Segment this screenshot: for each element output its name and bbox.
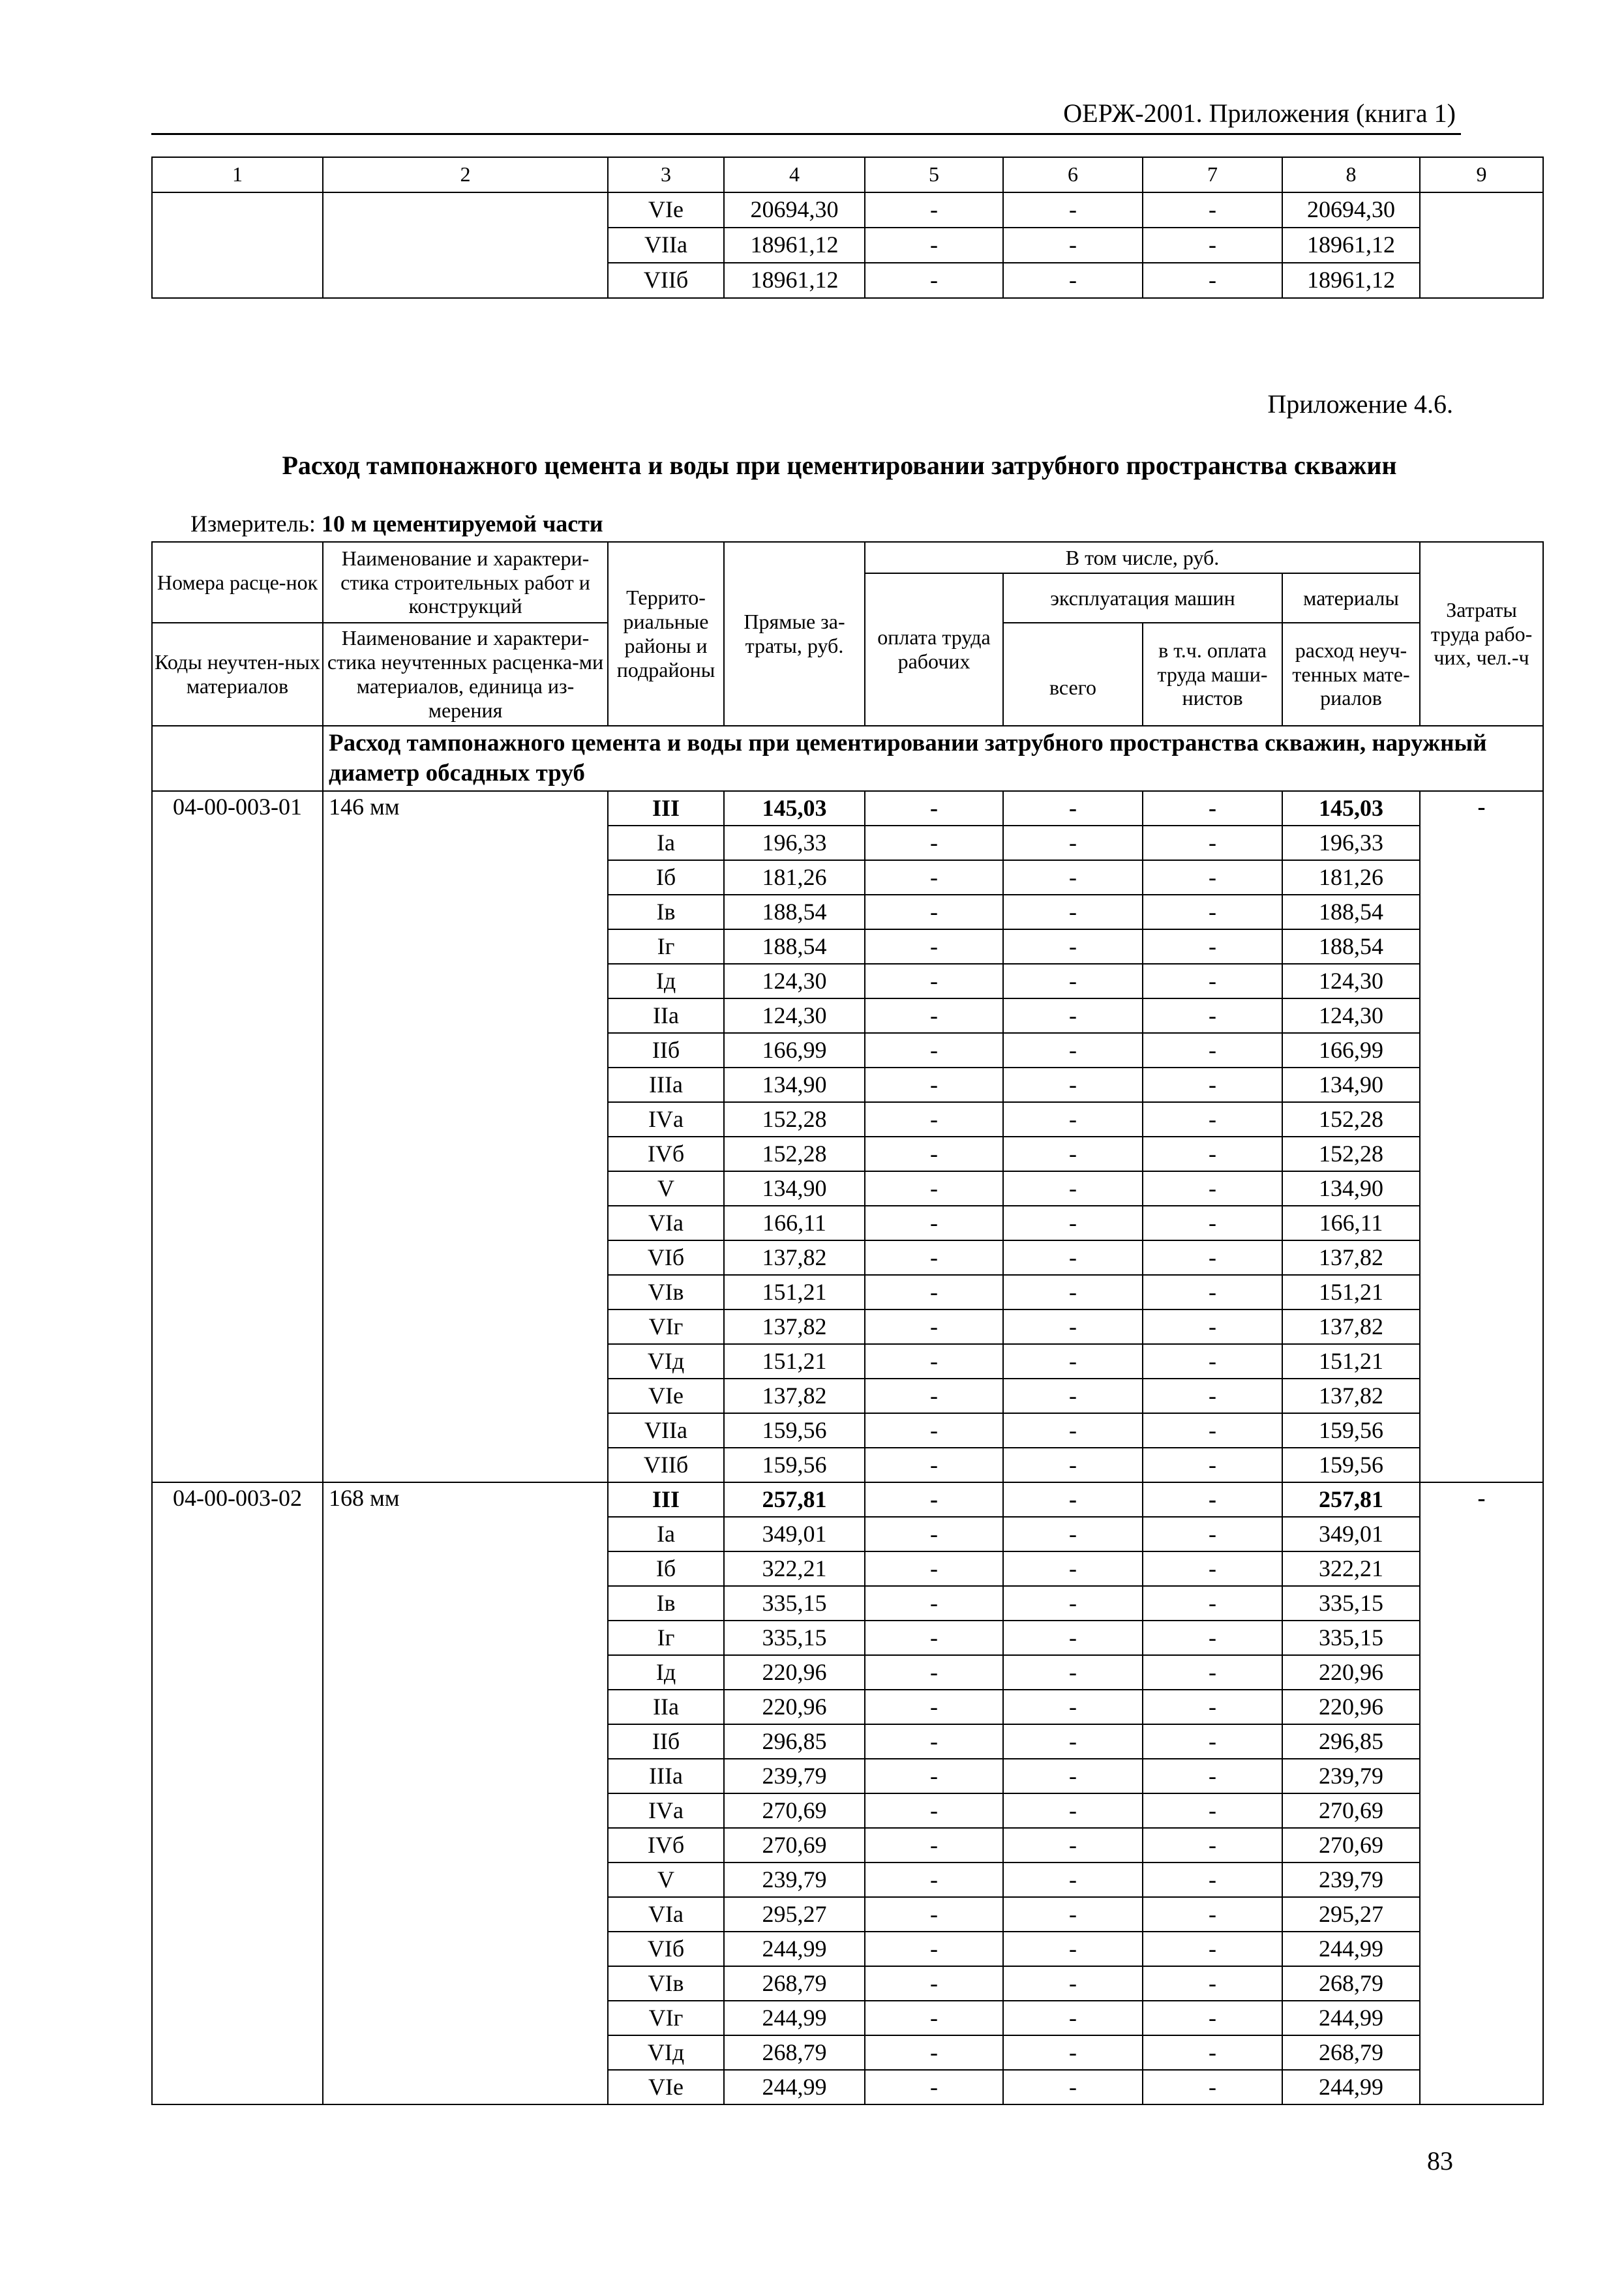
column-number: 6 <box>1003 157 1143 192</box>
table-cell: VIе <box>608 192 724 228</box>
table-cell: 220,96 <box>1282 1655 1420 1690</box>
table-cell: VIд <box>608 1344 724 1379</box>
table-cell: VIг <box>608 1309 724 1344</box>
table-cell: 151,21 <box>1282 1344 1420 1379</box>
table-cell: - <box>1143 1551 1282 1586</box>
table-cell: VIб <box>608 1240 724 1275</box>
table-cell: - <box>1003 826 1143 860</box>
table-row <box>152 1482 1543 1517</box>
table-cell: - <box>865 1068 1003 1102</box>
running-header <box>151 98 1461 135</box>
table-cell: - <box>1003 1240 1143 1275</box>
header-codes: Коды неучтен-ных материалов <box>152 623 323 726</box>
table-cell: - <box>1003 1379 1143 1413</box>
table-cell: 268,79 <box>724 1966 865 2001</box>
table-cell: III <box>608 791 724 826</box>
table-cell: 295,27 <box>724 1897 865 1932</box>
table-cell: - <box>865 964 1003 998</box>
table-cell: - <box>865 1621 1003 1655</box>
table-cell: - <box>865 895 1003 929</box>
header-nomera: Номера расце-нок <box>152 542 323 623</box>
table-cell: IIб <box>608 1033 724 1068</box>
table-cell: - <box>1003 1828 1143 1863</box>
table-title: Расход тампонажного цемента и воды при цементировании затрубного пространства скважин <box>282 451 1397 480</box>
table-cell: - <box>865 1551 1003 1586</box>
table-cell: 20694,30 <box>724 192 865 228</box>
table-cell: 134,90 <box>724 1068 865 1102</box>
table-cell: - <box>865 1655 1003 1690</box>
table-cell: 137,82 <box>724 1379 865 1413</box>
header-territory: Террито-риальные районы и подрайоны <box>608 542 724 726</box>
table-cell: Iб <box>608 1551 724 1586</box>
table-cell: - <box>1003 1309 1143 1344</box>
table-cell: - <box>1143 1621 1282 1655</box>
table-cell: - <box>1143 1033 1282 1068</box>
table-cell: - <box>1003 1966 1143 2001</box>
table-cell: 20694,30 <box>1282 192 1420 228</box>
rate-description: 168 мм <box>323 1482 608 2104</box>
table-cell: 152,28 <box>1282 1102 1420 1137</box>
table-cell: 257,81 <box>724 1482 865 1517</box>
table-cell: - <box>1003 1482 1143 1517</box>
table-cell: 137,82 <box>724 1240 865 1275</box>
table-cell: 152,28 <box>724 1137 865 1171</box>
table-cell: - <box>865 929 1003 964</box>
table-cell: 220,96 <box>724 1655 865 1690</box>
table-cell: - <box>1143 1206 1282 1240</box>
table-cell: IIа <box>608 998 724 1033</box>
table-cell: - <box>865 1137 1003 1171</box>
column-number: 4 <box>724 157 865 192</box>
rate-description: 146 мм <box>323 791 608 1482</box>
table-cell: Iг <box>608 929 724 964</box>
table-cell: 166,99 <box>724 1033 865 1068</box>
table-cell: IIIа <box>608 1068 724 1102</box>
table-cell: 239,79 <box>724 1863 865 1897</box>
table-cell: - <box>1003 1344 1143 1379</box>
table-cell: 166,99 <box>1282 1033 1420 1068</box>
table-cell: - <box>865 1828 1003 1863</box>
header-total: всего <box>1003 623 1143 726</box>
table-cell: - <box>1143 1413 1282 1448</box>
table-cell: 244,99 <box>1282 1932 1420 1966</box>
table-cell: - <box>1143 1863 1282 1897</box>
table-cell: VIа <box>608 1206 724 1240</box>
column-number: 9 <box>1420 157 1543 192</box>
table-cell: 244,99 <box>1282 2070 1420 2104</box>
rate-code: 04-00-003-01 <box>152 791 323 1482</box>
table-cell: - <box>1003 2070 1143 2104</box>
table-cell: 134,90 <box>1282 1068 1420 1102</box>
table-cell: - <box>1143 1932 1282 1966</box>
measure-label: Измеритель: <box>190 511 316 537</box>
table-cell: - <box>1003 1759 1143 1793</box>
table-cell: 159,56 <box>724 1413 865 1448</box>
table-cell: - <box>1143 2070 1282 2104</box>
table-cell: - <box>1143 2035 1282 2070</box>
table-cell: - <box>1143 1379 1282 1413</box>
table-cell: - <box>1143 228 1282 263</box>
table-cell: - <box>865 192 1003 228</box>
table-cell: - <box>865 228 1003 263</box>
table-cell: - <box>865 1413 1003 1448</box>
table-cell: VIе <box>608 2070 724 2104</box>
table-cell: Iв <box>608 1586 724 1621</box>
table-cell: - <box>1143 1828 1282 1863</box>
table-cell: - <box>865 1759 1003 1793</box>
table-cell: - <box>865 1448 1003 1482</box>
table-cell: - <box>1143 1759 1282 1793</box>
table-cell: IVа <box>608 1793 724 1828</box>
table-cell: - <box>1003 1171 1143 1206</box>
table-cell: 268,79 <box>724 2035 865 2070</box>
table-cell: 124,30 <box>724 964 865 998</box>
table-cell: 151,21 <box>724 1275 865 1309</box>
table-cell: - <box>1003 860 1143 895</box>
table-cell: 152,28 <box>1282 1137 1420 1171</box>
table-cell: IIIа <box>608 1759 724 1793</box>
table-cell: - <box>1143 1448 1282 1482</box>
table-cell: - <box>1143 1655 1282 1690</box>
table-cell: V <box>608 1171 724 1206</box>
table-cell: 159,56 <box>1282 1413 1420 1448</box>
table-cell: 151,21 <box>724 1344 865 1379</box>
header-machinists: в т.ч. оплата труда маши-нистов <box>1143 623 1282 726</box>
table-cell: - <box>1143 1068 1282 1102</box>
table-cell: 181,26 <box>1282 860 1420 895</box>
table-cell: 137,82 <box>724 1309 865 1344</box>
table-cell: - <box>1143 929 1282 964</box>
table-cell: 268,79 <box>1282 2035 1420 2070</box>
table-cell: VIе <box>608 1379 724 1413</box>
table-cell: 244,99 <box>724 2070 865 2104</box>
table-cell: - <box>865 1586 1003 1621</box>
table-cell: - <box>865 2035 1003 2070</box>
table-cell: 137,82 <box>1282 1379 1420 1413</box>
main-table <box>151 541 1544 2105</box>
table-cell: - <box>865 1275 1003 1309</box>
table-cell: 220,96 <box>724 1690 865 1724</box>
table-cell: - <box>865 1517 1003 1551</box>
table-cell: 166,11 <box>1282 1206 1420 1240</box>
table-cell: 196,33 <box>1282 826 1420 860</box>
table-cell: VIIа <box>608 228 724 263</box>
header-title: ОЕРЖ-2001. Приложения (книга 1) <box>1063 98 1456 128</box>
header-machines: эксплуатация машин <box>1003 573 1282 623</box>
table-cell: - <box>1143 1793 1282 1828</box>
header-including: В том числе, руб. <box>865 542 1420 573</box>
column-number: 5 <box>865 157 1003 192</box>
table-cell: 159,56 <box>724 1448 865 1482</box>
table-cell: Iг <box>608 1621 724 1655</box>
table-cell: Iб <box>608 860 724 895</box>
column-number: 3 <box>608 157 724 192</box>
table-cell: 322,21 <box>724 1551 865 1586</box>
table-cell: Iа <box>608 1517 724 1551</box>
table-cell: 137,82 <box>1282 1240 1420 1275</box>
table-cell: 296,85 <box>724 1724 865 1759</box>
labor-cost: - <box>1420 791 1543 1482</box>
table-cell: - <box>865 1793 1003 1828</box>
table-cell: 196,33 <box>724 826 865 860</box>
header-unaccounted: расход неуч-тенных мате-риалов <box>1282 623 1420 726</box>
column-number: 7 <box>1143 157 1282 192</box>
table-cell: 322,21 <box>1282 1551 1420 1586</box>
table-cell: IVб <box>608 1828 724 1863</box>
header-naim2: Наименование и характери-стика неучтенных расценка-ми материалов, единица из-мерения <box>323 623 608 726</box>
table-cell: 244,99 <box>724 1932 865 1966</box>
rate-code: 04-00-003-02 <box>152 1482 323 2104</box>
table-cell: 244,99 <box>724 2001 865 2035</box>
header-labor: Затраты труда рабо-чих, чел.-ч <box>1420 542 1543 726</box>
table-cell: - <box>1143 263 1282 298</box>
table-cell: 145,03 <box>1282 791 1420 826</box>
table-cell: 296,85 <box>1282 1724 1420 1759</box>
column-number: 8 <box>1282 157 1420 192</box>
table-cell: 134,90 <box>724 1171 865 1206</box>
table-cell: - <box>865 1482 1003 1517</box>
table-cell: - <box>865 998 1003 1033</box>
table-cell: - <box>1143 1966 1282 2001</box>
table-cell: VIг <box>608 2001 724 2035</box>
table-cell: IIб <box>608 1724 724 1759</box>
table-cell: 335,15 <box>1282 1621 1420 1655</box>
table-cell: Iд <box>608 1655 724 1690</box>
table-cell: V <box>608 1863 724 1897</box>
empty-cell <box>323 192 608 298</box>
table-cell: 295,27 <box>1282 1897 1420 1932</box>
table-cell: - <box>1143 1102 1282 1137</box>
table-cell: - <box>865 1102 1003 1137</box>
table-cell: 134,90 <box>1282 1171 1420 1206</box>
table-cell: 152,28 <box>724 1102 865 1137</box>
table-cell: 244,99 <box>1282 2001 1420 2035</box>
table-cell: 349,01 <box>724 1517 865 1551</box>
table-cell: - <box>1143 895 1282 929</box>
table-cell: - <box>1143 998 1282 1033</box>
table-cell: - <box>1003 1102 1143 1137</box>
table-cell: VIд <box>608 2035 724 2070</box>
table-cell: 145,03 <box>724 791 865 826</box>
table-cell: - <box>1143 2001 1282 2035</box>
table-cell: VIб <box>608 1932 724 1966</box>
table-cell: - <box>1003 1621 1143 1655</box>
table-row <box>152 192 1543 228</box>
table-cell: 239,79 <box>1282 1759 1420 1793</box>
table-cell: - <box>1003 1413 1143 1448</box>
table-cell: VIв <box>608 1275 724 1309</box>
table-cell: 268,79 <box>1282 1966 1420 2001</box>
table-cell: - <box>865 1033 1003 1068</box>
table-cell: 188,54 <box>724 895 865 929</box>
table-cell: 18961,12 <box>1282 228 1420 263</box>
empty-cell <box>152 192 323 298</box>
table-cell: 181,26 <box>724 860 865 895</box>
page-number: 83 <box>1427 2146 1453 2176</box>
table-cell: Iв <box>608 895 724 929</box>
table-cell: - <box>865 263 1003 298</box>
table-cell: - <box>1143 1724 1282 1759</box>
table-cell: - <box>865 1309 1003 1344</box>
table-cell: - <box>1143 964 1282 998</box>
table-cell: - <box>865 1344 1003 1379</box>
table-cell: Iа <box>608 826 724 860</box>
table-cell: 18961,12 <box>724 263 865 298</box>
table-cell: 239,79 <box>724 1759 865 1793</box>
table-cell: 270,69 <box>724 1828 865 1863</box>
measure-value: 10 м цементируемой части <box>321 511 603 537</box>
table-cell: - <box>865 2070 1003 2104</box>
table-cell: - <box>1143 1240 1282 1275</box>
table-cell: 270,69 <box>724 1793 865 1828</box>
table-cell: 151,21 <box>1282 1275 1420 1309</box>
table-cell: VIIб <box>608 263 724 298</box>
table-cell: VIIб <box>608 1448 724 1482</box>
table-cell: - <box>1003 895 1143 929</box>
table-cell: - <box>1003 1137 1143 1171</box>
header-materials: материалы <box>1282 573 1420 623</box>
table-cell: - <box>1143 1137 1282 1171</box>
table-cell: 188,54 <box>1282 895 1420 929</box>
table-cell: - <box>1143 192 1282 228</box>
table-cell: 18961,12 <box>1282 263 1420 298</box>
table-cell: - <box>865 1966 1003 2001</box>
table-cell: VIа <box>608 1897 724 1932</box>
table-cell: - <box>1003 1448 1143 1482</box>
table-cell: 18961,12 <box>724 228 865 263</box>
table-cell: - <box>1143 1690 1282 1724</box>
column-number: 1 <box>152 157 323 192</box>
table-cell: - <box>1003 1275 1143 1309</box>
table-cell: - <box>1003 1551 1143 1586</box>
table-cell: 335,15 <box>724 1621 865 1655</box>
table-cell: - <box>1003 1033 1143 1068</box>
labor-cost: - <box>1420 1482 1543 2104</box>
table-cell: - <box>1003 1068 1143 1102</box>
table-cell: 270,69 <box>1282 1793 1420 1828</box>
table-cell: 124,30 <box>1282 998 1420 1033</box>
table-cell: - <box>1003 263 1143 298</box>
table-cell: - <box>865 1379 1003 1413</box>
section-title: Расход тампонажного цемента и воды при цементировании затрубного пространства скважин, наружный диаметр обсадных труб <box>323 726 1543 791</box>
table-cell: VIIа <box>608 1413 724 1448</box>
table-cell: - <box>1143 826 1282 860</box>
table-cell: - <box>1143 791 1282 826</box>
table-cell: 349,01 <box>1282 1517 1420 1551</box>
table-cell: 166,11 <box>724 1206 865 1240</box>
table-cell: 270,69 <box>1282 1828 1420 1863</box>
table-cell: - <box>865 1863 1003 1897</box>
table-cell: - <box>865 2001 1003 2035</box>
table-cell: - <box>1003 1724 1143 1759</box>
table-cell: 124,30 <box>1282 964 1420 998</box>
table-cell: - <box>865 860 1003 895</box>
table-cell: - <box>1003 1863 1143 1897</box>
continued-table <box>151 157 1544 299</box>
table-cell: 159,56 <box>1282 1448 1420 1482</box>
table-cell: - <box>1003 1690 1143 1724</box>
table-cell: - <box>1003 964 1143 998</box>
table-cell: - <box>1003 2001 1143 2035</box>
measure-line <box>190 510 603 537</box>
table-cell: - <box>1003 1206 1143 1240</box>
table-cell: - <box>1143 1482 1282 1517</box>
table-cell: - <box>1003 1586 1143 1621</box>
table-cell: - <box>1003 1793 1143 1828</box>
appendix-label: Приложение 4.6. <box>1267 389 1453 419</box>
table-cell: - <box>1143 1275 1282 1309</box>
table-cell: 188,54 <box>1282 929 1420 964</box>
table-cell: - <box>865 1690 1003 1724</box>
table-cell: - <box>1143 1586 1282 1621</box>
table-cell: - <box>1143 1344 1282 1379</box>
table-cell: - <box>1143 1517 1282 1551</box>
table-cell: 137,82 <box>1282 1309 1420 1344</box>
table-cell: - <box>865 1171 1003 1206</box>
table-cell: - <box>1143 1897 1282 1932</box>
header-direct-costs: Прямые за-траты, руб. <box>724 542 865 726</box>
table-cell: III <box>608 1482 724 1517</box>
table-cell: 335,15 <box>724 1586 865 1621</box>
table-cell: - <box>1003 998 1143 1033</box>
table-cell: IVа <box>608 1102 724 1137</box>
table-cell: - <box>865 1206 1003 1240</box>
table-cell: - <box>1003 1932 1143 1966</box>
table-cell: 220,96 <box>1282 1690 1420 1724</box>
table-cell: - <box>865 791 1003 826</box>
table-cell: - <box>1003 228 1143 263</box>
table-cell: IIа <box>608 1690 724 1724</box>
table-cell: IVб <box>608 1137 724 1171</box>
table-cell: - <box>1003 791 1143 826</box>
table-cell: - <box>1143 860 1282 895</box>
table-cell: - <box>1003 1897 1143 1932</box>
table-cell: 257,81 <box>1282 1482 1420 1517</box>
table-cell: VIв <box>608 1966 724 2001</box>
table-cell: - <box>1003 2035 1143 2070</box>
table-cell: - <box>865 1240 1003 1275</box>
table-row <box>152 791 1543 826</box>
table-cell: - <box>865 1724 1003 1759</box>
table-cell: - <box>1003 929 1143 964</box>
table-cell: - <box>1143 1171 1282 1206</box>
header-naim1: Наименование и характери-стика строительных работ и конструкций <box>323 542 608 623</box>
table-cell: 188,54 <box>724 929 865 964</box>
table-cell: - <box>1143 1309 1282 1344</box>
table-cell: - <box>865 1897 1003 1932</box>
table-cell: 335,15 <box>1282 1586 1420 1621</box>
table-cell: Iд <box>608 964 724 998</box>
table-cell: - <box>1003 192 1143 228</box>
header-wages: оплата труда рабочих <box>865 573 1003 726</box>
section-empty-cell <box>152 726 323 791</box>
empty-cell <box>1420 192 1543 298</box>
table-cell: 124,30 <box>724 998 865 1033</box>
table-cell: 239,79 <box>1282 1863 1420 1897</box>
table-cell: - <box>1003 1517 1143 1551</box>
table-cell: - <box>1003 1655 1143 1690</box>
table-cell: - <box>865 826 1003 860</box>
column-number: 2 <box>323 157 608 192</box>
table-cell: - <box>865 1932 1003 1966</box>
